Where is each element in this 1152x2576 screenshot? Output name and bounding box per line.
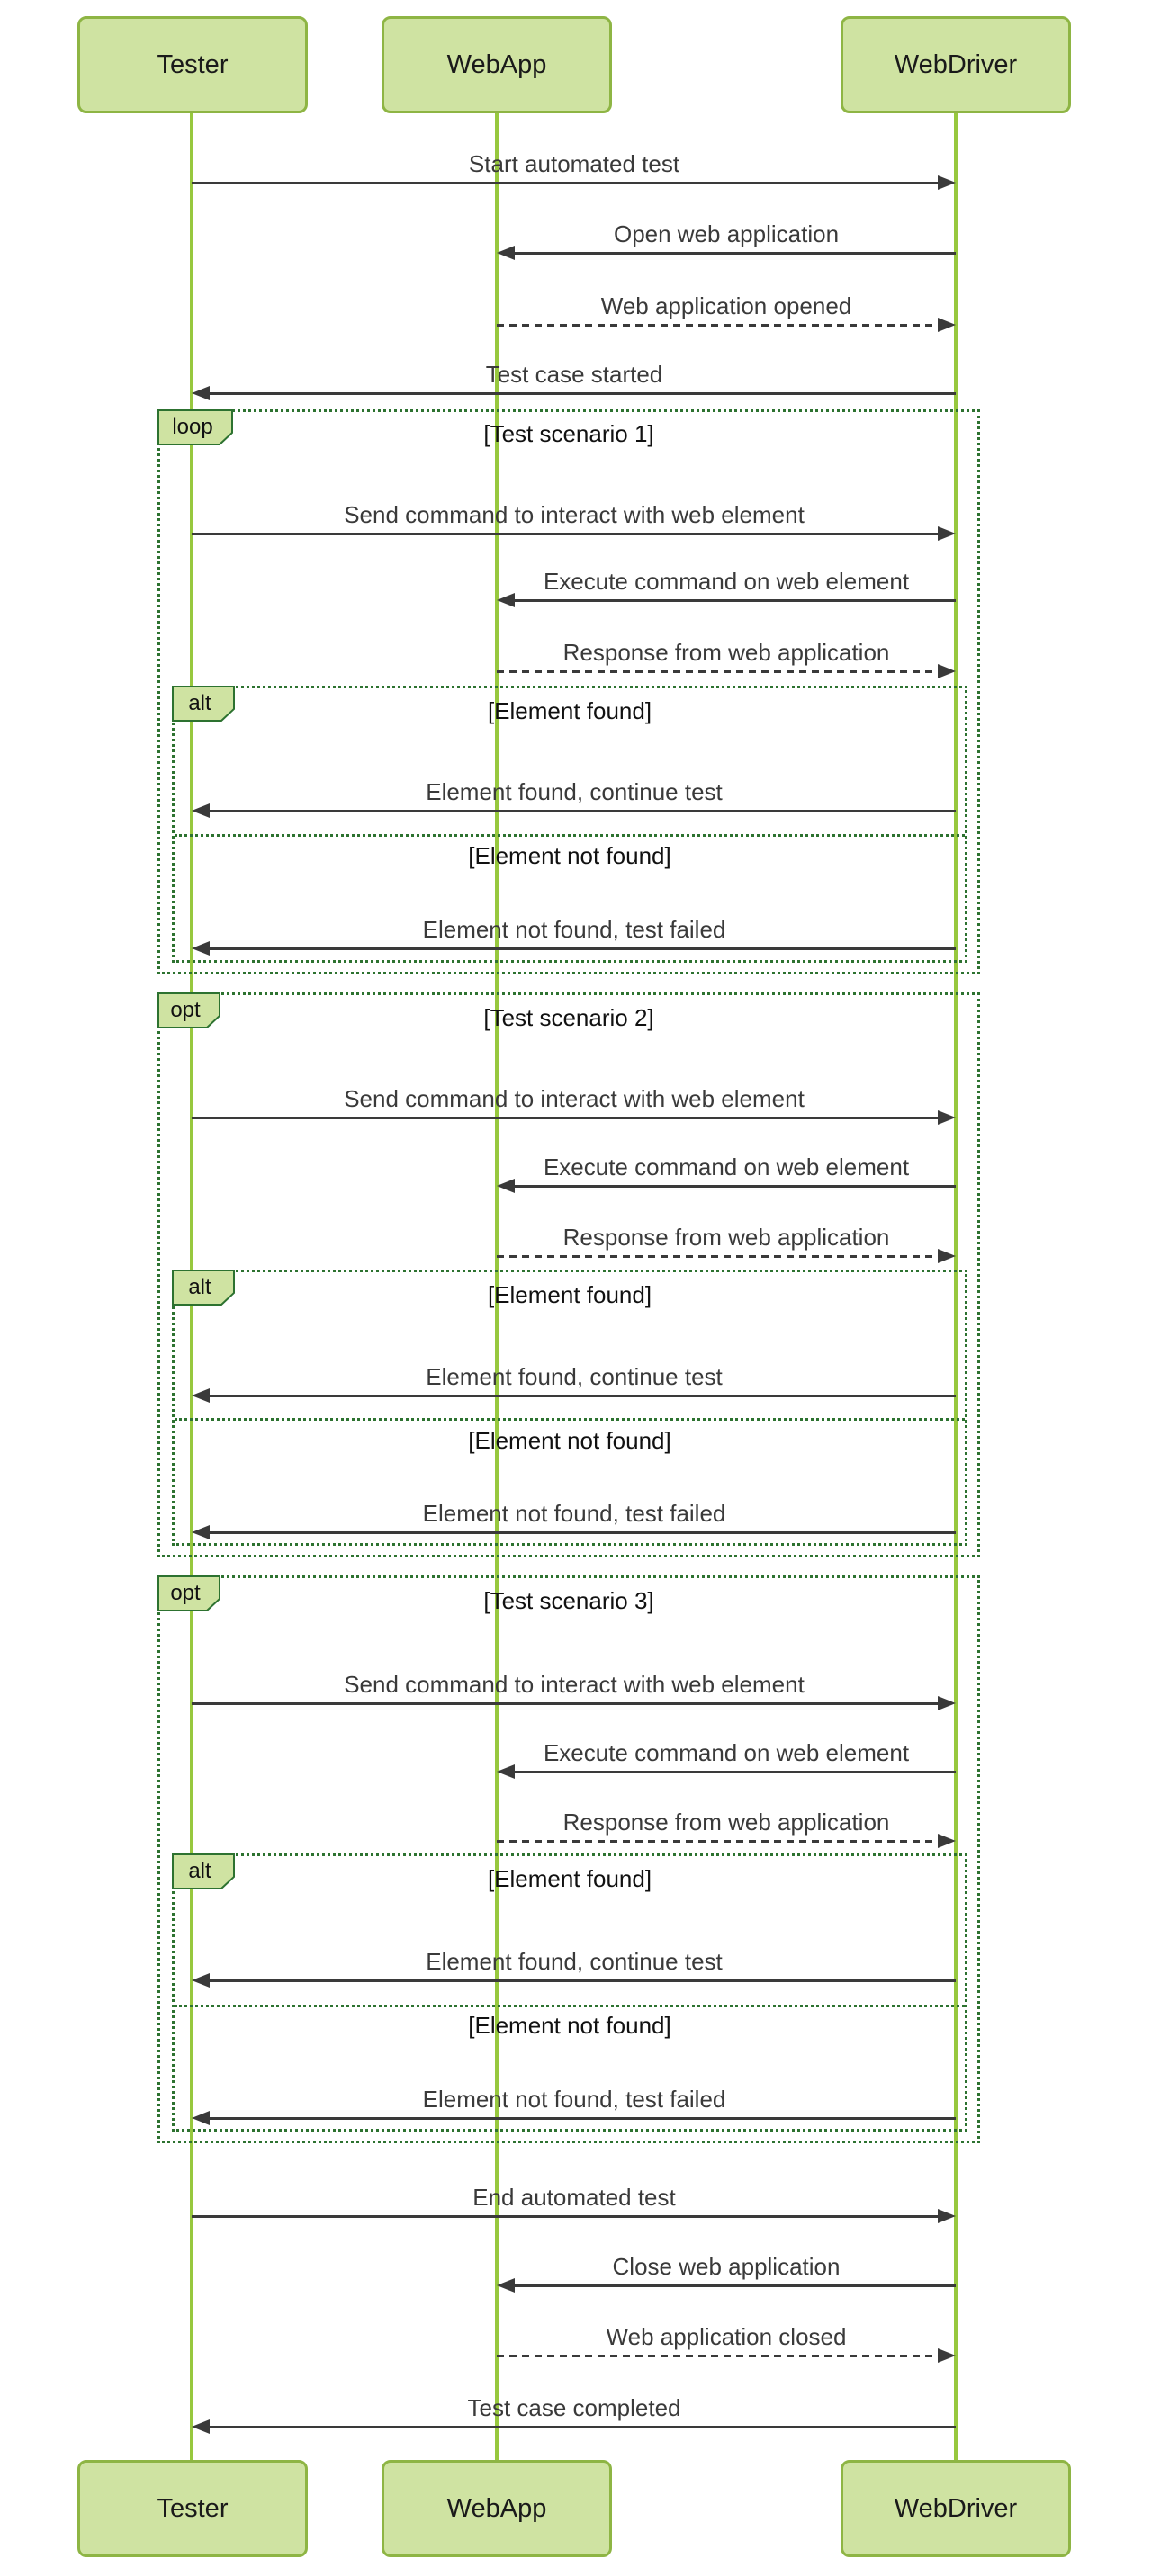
message-line <box>192 1702 938 1705</box>
message-label: Execute command on web element <box>543 1153 910 1180</box>
message-label: Test case started <box>485 361 663 388</box>
arrowhead-icon <box>192 2419 210 2434</box>
arrowhead-icon <box>938 318 956 332</box>
message-label: Element found, continue test <box>426 1948 723 1975</box>
participant-label: Tester <box>157 49 229 79</box>
message-label: Response from web application <box>562 1224 890 1251</box>
message-label: Response from web application <box>562 1809 890 1836</box>
arrowhead-icon <box>497 1179 515 1193</box>
arrowhead-icon <box>938 664 956 678</box>
message-label: Element not found, test failed <box>422 2086 726 2113</box>
arrowhead-icon <box>497 2278 515 2293</box>
message-label: Send command to interact with web element <box>344 1085 805 1112</box>
arrowhead-icon <box>938 1249 956 1263</box>
message-label: Execute command on web element <box>543 1739 910 1766</box>
arrowhead-icon <box>192 1973 210 1988</box>
message-line <box>513 2284 956 2287</box>
message-label: Test case completed <box>467 2394 681 2421</box>
arrowhead-icon <box>938 2348 956 2363</box>
fragment-operator-label: loop <box>172 415 213 439</box>
message-label: Element not found, test failed <box>422 916 726 943</box>
participant-label: WebApp <box>446 49 547 79</box>
participant-label: Tester <box>157 2493 229 2523</box>
participant-label: WebDriver <box>894 2493 1018 2523</box>
message-line <box>497 670 938 673</box>
participant-label: WebApp <box>446 2493 547 2523</box>
arrowhead-icon <box>192 1388 210 1403</box>
message-line <box>513 252 956 255</box>
participant-webapp-bottom <box>382 2460 612 2557</box>
message-line <box>497 2355 938 2357</box>
message-line <box>208 1979 956 1982</box>
arrowhead-icon <box>938 175 956 190</box>
message-line <box>208 1395 956 1397</box>
guard-label: [Test scenario 1] <box>483 420 654 447</box>
message-line <box>513 1185 956 1188</box>
message-line <box>513 1771 956 1773</box>
message-label: Element found, continue test <box>426 778 723 805</box>
guard-label: [Test scenario 3] <box>483 1587 654 1614</box>
alt-divider <box>175 2005 965 2007</box>
message-line <box>208 2426 956 2428</box>
fragment-operator-label: alt <box>188 691 212 715</box>
arrowhead-icon <box>938 1110 956 1125</box>
message-label: Web application closed <box>606 2323 847 2350</box>
message-line <box>208 2117 956 2120</box>
guard-label: [Element not found] <box>468 2012 671 2039</box>
message-label: End automated test <box>472 2184 676 2211</box>
message-line <box>497 1840 938 1843</box>
arrowhead-icon <box>192 1525 210 1539</box>
alt-divider <box>175 1418 965 1421</box>
guard-label: [Element not found] <box>468 1427 671 1454</box>
arrowhead-icon <box>192 386 210 400</box>
message-line <box>208 810 956 812</box>
fragment-operator-label: opt <box>170 1581 201 1605</box>
guard-label: [Element found] <box>487 1281 652 1308</box>
message-label: Execute command on web element <box>543 568 910 595</box>
message-label: Element found, continue test <box>426 1363 723 1390</box>
guard-label: [Element not found] <box>468 842 671 869</box>
arrowhead-icon <box>938 2209 956 2223</box>
participant-webdriver-top <box>841 16 1071 113</box>
guard-label: [Element found] <box>487 1865 652 1892</box>
arrowhead-icon <box>938 526 956 541</box>
message-label: Close web application <box>612 2253 841 2280</box>
message-line <box>192 2215 938 2218</box>
arrowhead-icon <box>192 803 210 818</box>
guard-label: [Element found] <box>487 697 652 724</box>
message-line <box>192 1117 938 1119</box>
message-label: Element not found, test failed <box>422 1500 726 1527</box>
message-label: Send command to interact with web element <box>344 501 805 528</box>
fragment-operator-label: alt <box>188 1275 212 1299</box>
arrowhead-icon <box>497 246 515 260</box>
message-line <box>192 182 938 184</box>
participant-tester-top <box>77 16 308 113</box>
message-line <box>497 324 938 327</box>
message-label: Start automated test <box>468 150 680 177</box>
message-line <box>497 1255 938 1258</box>
participant-tester-bottom <box>77 2460 308 2557</box>
arrowhead-icon <box>192 941 210 956</box>
arrowhead-icon <box>497 1764 515 1779</box>
participant-label: WebDriver <box>894 49 1018 79</box>
arrowhead-icon <box>497 593 515 607</box>
message-line <box>192 533 938 535</box>
fragment-operator-label: alt <box>188 1859 212 1883</box>
arrowhead-icon <box>938 1834 956 1848</box>
participant-webapp-top <box>382 16 612 113</box>
message-line <box>208 1531 956 1534</box>
message-line <box>208 392 956 395</box>
message-label: Web application opened <box>600 292 852 319</box>
arrowhead-icon <box>938 1696 956 1710</box>
message-line <box>208 947 956 950</box>
alt-divider <box>175 834 965 837</box>
guard-label: [Test scenario 2] <box>483 1004 654 1031</box>
fragment-operator-label: opt <box>170 998 201 1022</box>
message-label: Send command to interact with web element <box>344 1671 805 1698</box>
message-label: Open web application <box>613 220 840 247</box>
message-line <box>513 599 956 602</box>
participant-webdriver-bottom <box>841 2460 1071 2557</box>
arrowhead-icon <box>192 2111 210 2125</box>
message-label: Response from web application <box>562 639 890 666</box>
